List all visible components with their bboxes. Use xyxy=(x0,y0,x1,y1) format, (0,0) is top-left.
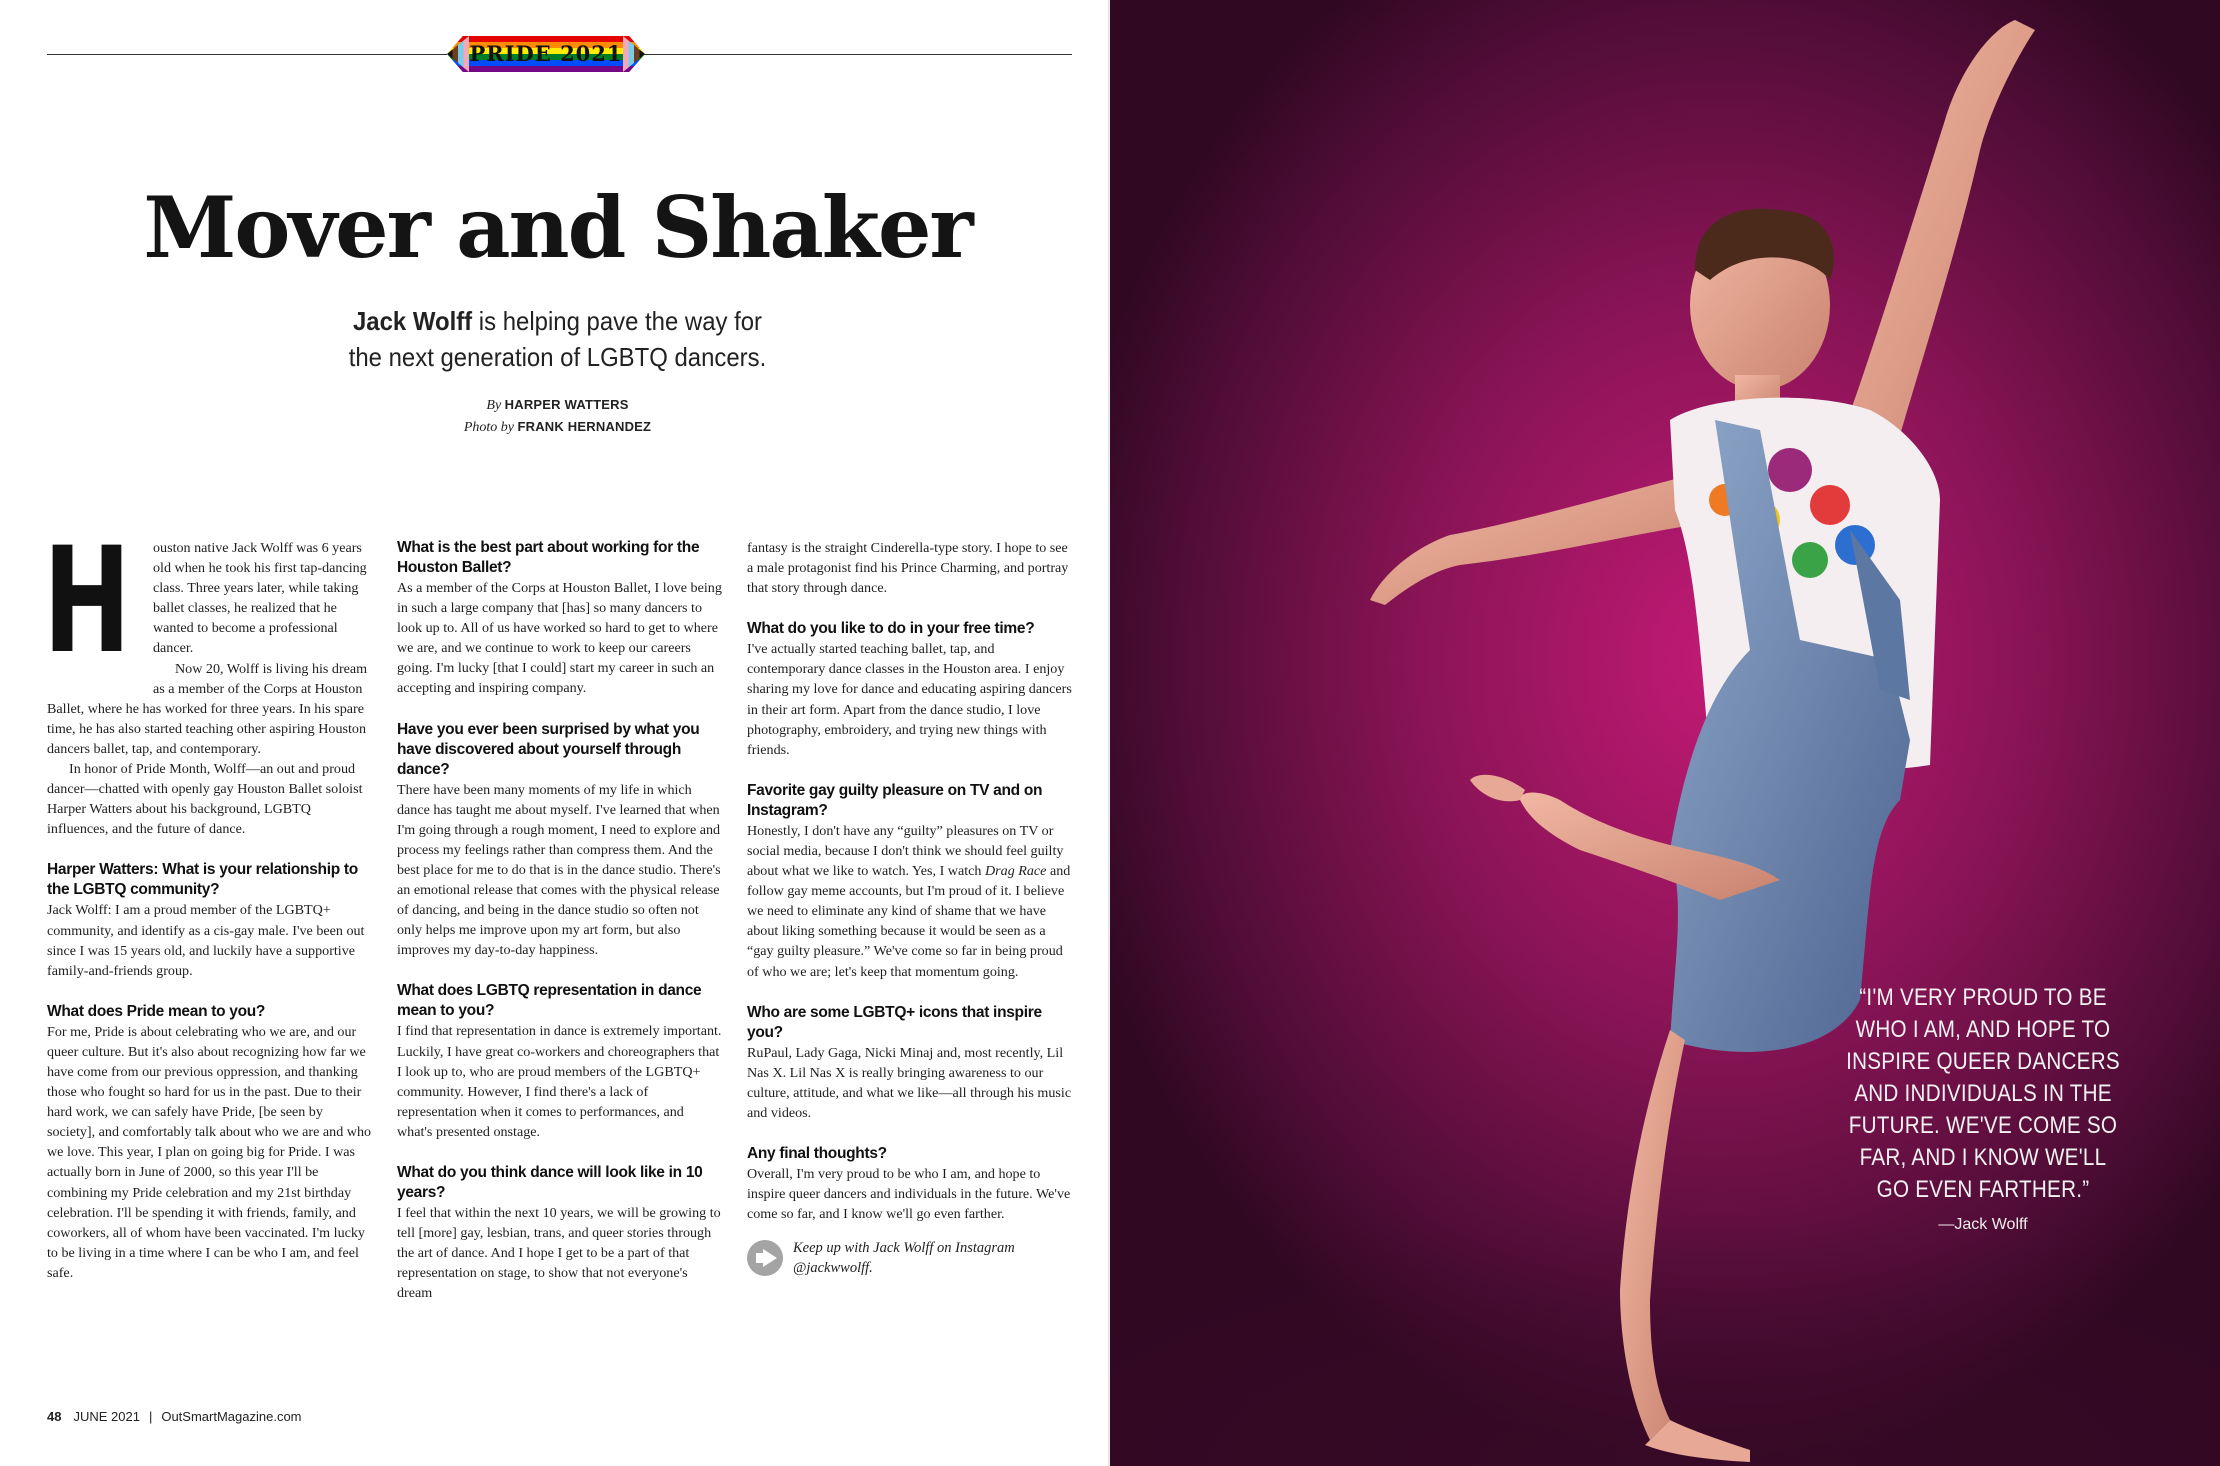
question-heading: Favorite gay guilty pleasure on TV and on Instagram? xyxy=(747,781,1043,819)
right-page-photo xyxy=(1110,0,2220,1466)
article-title: Mover and Shaker xyxy=(143,178,972,277)
dek-name: Jack Wolff xyxy=(352,306,473,336)
folio-separator: | xyxy=(148,1409,153,1424)
body-column-3 xyxy=(747,538,1072,1278)
answer-paragraph: Jack Wolff: I am a proud member of the LGBTQ+ community, and identify as a cis-gay male. I've been out since I was 15 years old, and luckily have a supportive family-and-friends group. xyxy=(47,902,365,979)
page-number: 48 xyxy=(47,1409,62,1424)
dek-line2: the next generation of LGBTQ dancers. xyxy=(348,342,767,372)
raised-arm xyxy=(1840,20,2035,470)
question-heading: Have you ever been surprised by what you have discovered about yourself through dance? xyxy=(397,720,700,778)
answer-text: Honestly, I don't have any “guilty” pleasures on TV or social media, because I don't think we should feel guilty about what we like to watch. Yes, I watch xyxy=(747,822,1064,880)
video-camera-icon xyxy=(747,1240,783,1276)
answer-paragraph: For me, Pride is about celebrating who we are, and our queer culture. But it's also about recognizing how far we have come from our previous oppression, and thanking those who fought so hard for us in the past. Due to their hard work, we can safely have Pride, [be seen by society], and comfortably talk about who we are and who we love. This year, I plan on going big for Pride. I was actually born in June of 2000, so this year I'll be combining my Pride celebration and my 21st birthday celebration. I'll be spending it with friends, family, and coworkers, all of whom have been vaccinated. I'm lucky to be living in a time where I can be who I am, and feel safe. xyxy=(47,1023,372,1281)
intro-paragraph-1: ouston native Jack Wolff was 6 years old when he took his first tap-dancing class. Three years later, while taking ballet classes, he realized that he wanted to become a professional dancer. xyxy=(153,540,367,657)
photographer-name: FRANK HERNANDEZ xyxy=(517,419,652,434)
photo-prefix: Photo by xyxy=(463,420,514,435)
question-heading: Who are some LGBTQ+ icons that inspire you? xyxy=(747,1003,1042,1041)
pride-2021-badge xyxy=(447,36,645,72)
instagram-callout xyxy=(747,1238,1072,1278)
pull-quote-attribution: —Jack Wolff xyxy=(1938,1216,2028,1233)
header-rule-left xyxy=(47,54,447,55)
credits xyxy=(0,394,1115,438)
answer-continuation: fantasy is the straight Cinderella-type story. I hope to see a male protagonist find his Prince Charming, and portray that story through dance. xyxy=(747,540,1069,597)
dancer-photo xyxy=(1110,0,2220,1466)
byline-prefix: By xyxy=(486,398,502,413)
answer-paragraph: I find that representation in dance is extremely important. Luckily, I have great co-workers and choreographers that I look up to, who are proud members of the LGBTQ+ community. However, I find there's a lack of representation when it comes to performances, and what's presented onstage. xyxy=(397,1023,722,1140)
instagram-handle[interactable]: @jackwwolff. xyxy=(793,1260,873,1277)
question-heading: What is the best part about working for the Houston Ballet? xyxy=(397,539,700,576)
folio xyxy=(47,1409,302,1424)
answer-text: and follow gay meme accounts, but I'm proud of it. I believe we need to eliminate any kind of shame that we have about liking something because it would be seen as a “gay guilty pleasure.” We've come so far in being proud of who we are; let's keep that momentum going. xyxy=(747,863,1071,980)
answer-paragraph: Overall, I'm very proud to be who I am, and hope to inspire queer dancers and individuals in the future. We've come so far, and I know we'll go even farther. xyxy=(747,1165,1071,1223)
answer-paragraph: RuPaul, Lady Gaga, Nicki Minaj and, most recently, Lil Nas X. Lil Nas X is really bringing awareness to our culture, attitude, and what we like—all through his music and videos. xyxy=(747,1044,1072,1121)
body-column-2 xyxy=(397,538,722,1303)
raised-foot xyxy=(1470,775,1525,802)
answer-paragraph: I've actually started teaching ballet, tap, and contemporary dance classes in the Houston area. I enjoy sharing my love for dance and educating aspiring dancers in their art form. Apart from the dance studio, I love photography, embroidery, and trying new things with friends. xyxy=(747,641,1072,758)
question-heading: What does Pride mean to you? xyxy=(47,1002,266,1020)
intro-paragraph-3: In honor of Pride Month, Wolff—an out and proud dancer—chatted with openly gay Houston Ballet soloist Harper Watters about his background, LGBTQ influences, and the future of dance. xyxy=(47,761,363,838)
question-heading: What does LGBTQ representation in dance mean to you? xyxy=(397,982,702,1020)
answer-paragraph: As a member of the Corps at Houston Ballet, I love being in such a large company that [has] so many dancers to look up to. All of us have worked so hard to get to where we are, and we continue to work to keep our careers going. I'm lucky [that I could] start my career in such an accepting and inspiring company. xyxy=(397,580,722,697)
header-rule-right xyxy=(642,54,1072,55)
answer-paragraph: I feel that within the next 10 years, we will be growing to tell [more] gay, lesbian, trans, and queer stories through the art of dance. And I hope I get to be a part of that representation on stage, to show that not everyone's dream xyxy=(397,1204,721,1302)
author-name: HARPER WATTERS xyxy=(504,397,629,412)
question-heading: Any final thoughts? xyxy=(747,1144,887,1162)
body-column-1 xyxy=(43,516,372,1283)
extended-arm xyxy=(1370,470,1725,605)
show-title: Drag Race xyxy=(984,863,1047,880)
section-badge-label: PRIDE 2021 xyxy=(469,41,623,66)
drop-cap: H xyxy=(43,516,131,686)
pull-quote: “I'M VERY PROUD TO BE WHO I AM, AND HOPE TO INSPIRE QUEER DANCERS AND INDIVIDUALS IN THE FUTURE. WE'VE COME SO FAR, AND I KNOW WE'LL GO EVEN FARTHER.” xyxy=(1846,984,2120,1203)
dek-line1: is helping pave the way for xyxy=(472,306,763,336)
article-dek xyxy=(45,303,1071,375)
intro-paragraph-2: Now 20, Wolff is living his dream as a member of the Corps at Houston Ballet, where he has worked for three years. In his spare time, he has also started teaching other aspiring Houston dancers ballet, tap, and contemporary. xyxy=(47,660,368,757)
question-heading: What do you think dance will look like in 10 years? xyxy=(397,1163,703,1201)
issue-date: JUNE 2021 xyxy=(73,1409,140,1424)
site-url[interactable]: OutSmartMagazine.com xyxy=(161,1409,302,1424)
question-heading: Harper Watters: What is your relationship to the LGBTQ community? xyxy=(47,861,358,899)
question-heading: What do you like to do in your free time? xyxy=(747,620,1035,638)
answer-paragraph xyxy=(747,821,1072,982)
instagram-line-1: Keep up with Jack Wolff on Instagram xyxy=(793,1240,1015,1257)
answer-paragraph: There have been many moments of my life in which dance has taught me about myself. I've learned that when I'm going through a rough moment, I need to explore and process my feelings rather than compress them. And the best place for me to do that is in the dance studio. There's an emotional release that comes with the physical release of dancing, and being in the dance studio so often not only helps me improve upon my art form, but also improves my day-to-day happiness. xyxy=(397,781,721,959)
